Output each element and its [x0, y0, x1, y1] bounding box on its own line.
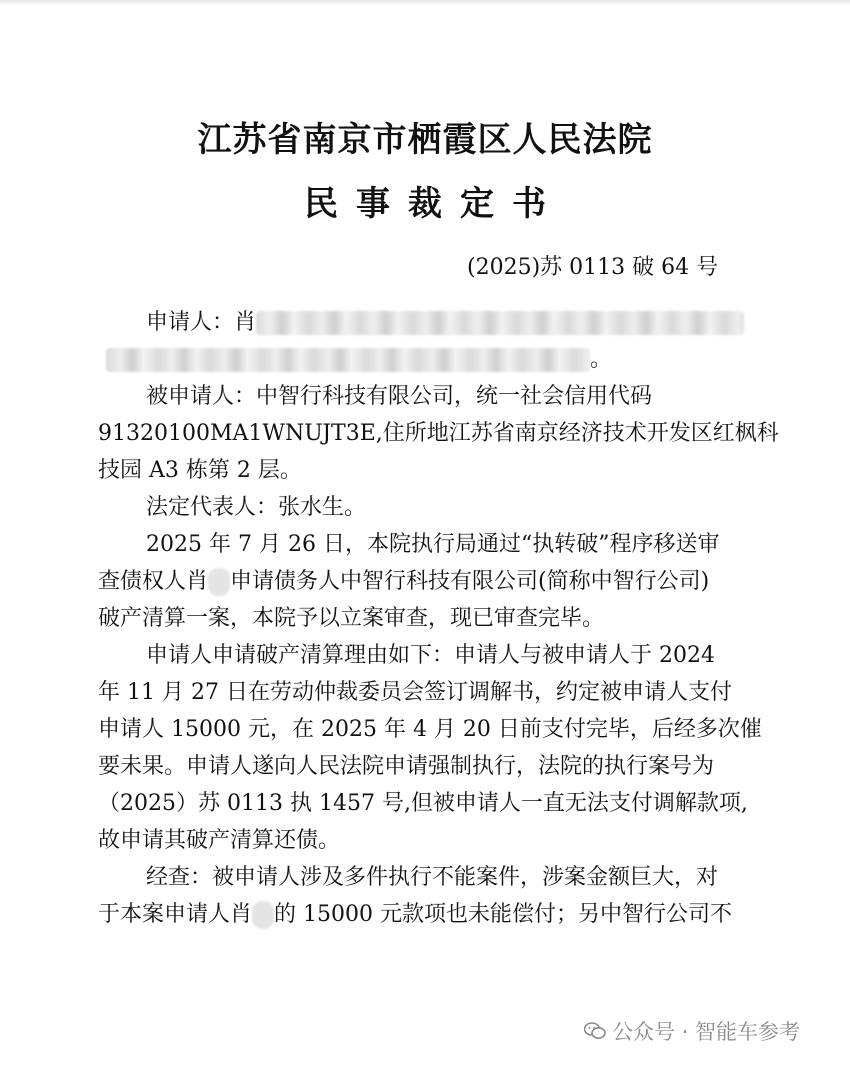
paragraph-2-line-5: （2025）苏 0113 执 1457 号,但被申请人一直无法支付调解款项, [98, 791, 748, 816]
paragraph-1-line-1: 2025 年 7 月 26 日，本院执行局通过“执转破”程序移送审 [146, 532, 720, 557]
redacted-block [256, 311, 744, 335]
paragraph-1-line-2 [98, 563, 758, 600]
watermark [584, 1016, 800, 1046]
paragraph-3-line-2 [98, 896, 758, 933]
watermark-text: 公众号 · 智能车参考 [612, 1020, 801, 1044]
case-number: (2025)苏 0113 破 64 号 [467, 255, 719, 280]
redacted-block [106, 348, 590, 372]
wechat-icon [584, 1022, 606, 1040]
p1-l2-end: 申请债务人中智行科技有限公司(简称中智行公司) [230, 569, 710, 594]
redacted-char [252, 901, 274, 929]
p3-l2-start: 于本案申请人肖 [98, 902, 253, 927]
redacted-char [208, 568, 230, 596]
parties-section [98, 304, 779, 933]
paragraph-2-line-1: 申请人申请破产清算理由如下：申请人与被申请人于 2024 [146, 643, 715, 668]
applicant-line [98, 304, 758, 341]
respondent-line-2: 91320100MA1WNUJT3E,住所地江苏省南京经济技术开发区红枫科 [98, 421, 779, 446]
applicant-tail: 。 [590, 347, 613, 372]
paragraph-3-line-1: 经查：被申请人涉及多件执行不能案件，涉案金额巨大，对 [146, 865, 719, 890]
p1-l2-start: 查债权人肖 [98, 569, 209, 594]
paragraph-2-line-4: 要未果。申请人遂向人民法院申请强制执行，法院的执行案号为 [98, 754, 715, 779]
paragraph-2-line-6: 故申请其破产清算还债。 [98, 828, 341, 853]
court-name: 江苏省南京市栖霞区人民法院 [197, 120, 653, 160]
document-type: 民事裁定书 [304, 184, 564, 224]
page-edge [0, 0, 850, 6]
paragraph-1-line-3: 破产清算一案，本院予以立案审查，现已审查完毕。 [98, 606, 605, 631]
respondent-line-1: 被申请人：中智行科技有限公司，统一社会信用代码 [146, 384, 653, 409]
legal-representative: 法定代表人：张水生。 [146, 495, 367, 520]
paragraph-2-line-3: 申请人 15000 元，在 2025 年 4 月 20 日前支付完毕，后经多次催 [98, 717, 762, 742]
paragraph-2-line-2: 年 11 月 27 日在劳动仲裁委员会签订调解书，约定被申请人支付 [98, 680, 732, 705]
p3-l2-end: 的 15000 元款项也未能偿付；另中智行公司不 [274, 902, 732, 927]
applicant-line-2 [98, 341, 758, 378]
applicant-label: 申请人：肖 [146, 310, 257, 335]
respondent-line-3: 技园 A3 栋第 2 层。 [98, 458, 302, 483]
